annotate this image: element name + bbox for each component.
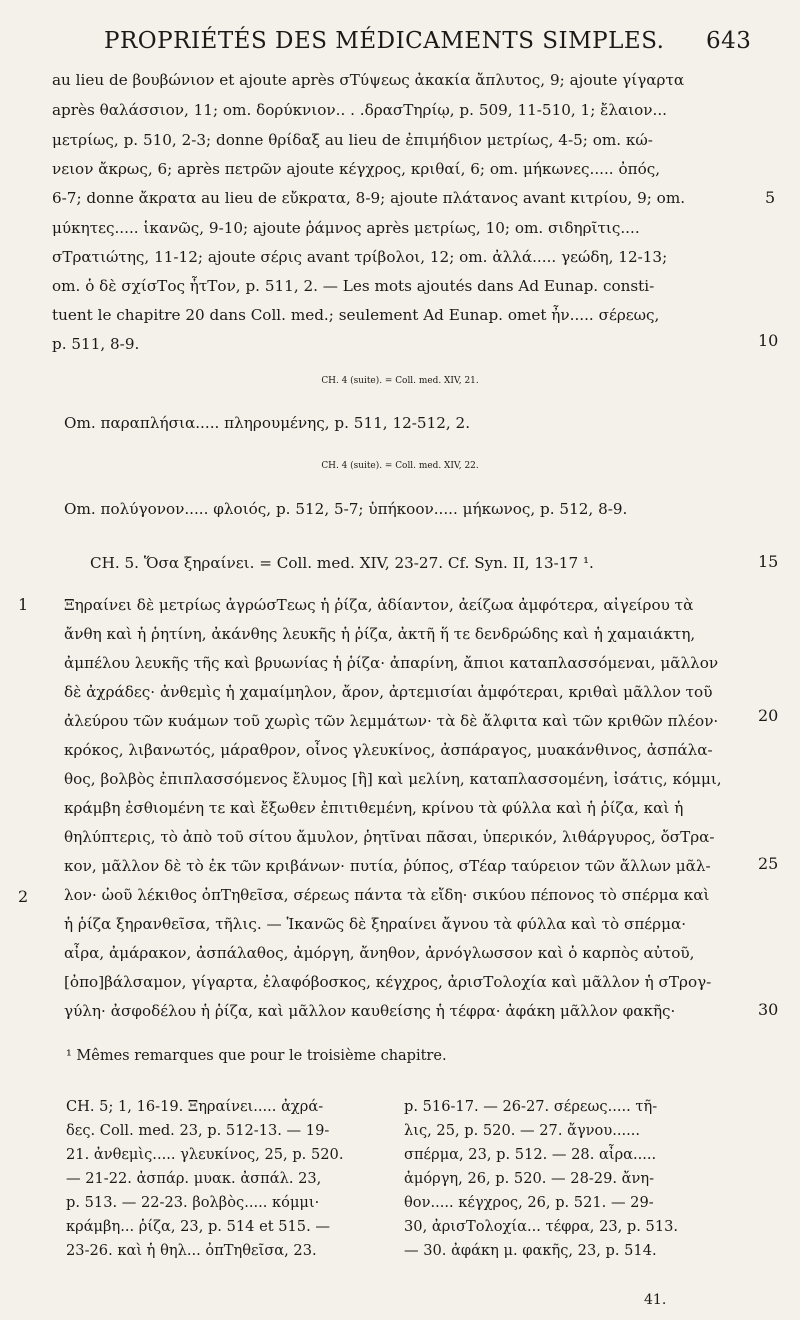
note-line: 21. ἀνθεμὶς..... γλευκίνος, 25, p. 520. (66, 1146, 344, 1163)
note-line: 30, ἀρισΤολοχία... τέφρα, 23, p. 513. (404, 1218, 679, 1235)
text-line: après θαλάσσιον, 11; om. δορύκνιον.. . .δρασΤηρίῳ, p. 509, 11-510, 1; ἔλαιον... (52, 101, 668, 119)
note-line: — 30. ἀφάκη μ. φακῆς, 23, p. 514. (404, 1242, 657, 1259)
greek-line: λον· ὠοῦ λέκιθος ὀπΤηθεῖσα, σέρεως πάντα τὰ εἴδη· σικύου πέπονος τὸ σπέρμα καὶ (64, 886, 710, 904)
text-line: p. 511, 8-9. (52, 335, 140, 353)
greek-line: κράμβη ἐσθιομένη τε καὶ ἔξωθεν ἐπιτιθεμένη, κρίνου τὰ φύλλα καὶ ἡ ῥίζα, καὶ ἡ (64, 799, 684, 817)
running-header (0, 22, 800, 62)
page-title: PROPRIÉTÉS DES MÉDICAMENTS SIMPLES. (104, 28, 665, 54)
note-line: λις, 25, p. 520. — 27. ἄγνου...... (404, 1122, 641, 1139)
text-line: νειον ἄκρως, 6; après πετρῶν ajoute κέγχρος, κριθαί, 6; om. μήκωνες..... ὀπός, (52, 160, 661, 178)
notes-left-column (66, 1095, 343, 1263)
greek-line: γύλη· ἀσφοδέλου ἡ ῥίζα, καὶ μᾶλλον καυθείσης ἡ τέφρα· ἀφάκη μᾶλλον φακῆς· (64, 1002, 676, 1020)
text-line: σΤρατιώτης, 11-12; ajoute σέρις avant τρίβολοι, 12; om. ἀλλά..... γεώδη, 12-13; (52, 248, 668, 266)
greek-line: θος, βολβὸς ἐπιπλασσόμενος ἔλυμος [ἢ] καὶ μελίνη, καταπλασσομένη, ἰσάτις, κόμμι, (64, 770, 722, 788)
note-line: p. 516-17. — 26-27. σέρεως..... τῆ- (404, 1098, 658, 1115)
note-line: CH. 5; 1, 16-19. Ξηραίνει..... ἀχρά- (66, 1098, 324, 1115)
greek-line: ἀλεύρου τῶν κυάμων τοῦ χωρὶς τῶν λεμμάτων· τὰ δὲ ἄλφιτα καὶ τῶν κριθῶν πλέον· (64, 712, 719, 730)
note-line: p. 513. — 22-23. βολβὸς..... κόμμι· (66, 1194, 320, 1211)
text-line: om. ὁ δὲ σχίσΤος ἧτΤον, p. 511, 2. — Les mots ajoutés dans Ad Eunap. consti- (52, 277, 655, 295)
text-line: tuent le chapitre 20 dans Coll. med.; seulement Ad Eunap. omet ἦν..... σέρεως, (52, 306, 660, 324)
greek-line: Ξηραίνει δὲ μετρίως ἀγρώσΤεως ἡ ῥίζα, ἀδίαντον, ἀείζωα ἀμφότερα, αἰγείρου τὰ (64, 596, 694, 614)
note-line: κράμβη... ῥίζα, 23, p. 514 et 515. — (66, 1218, 330, 1235)
text-line: μετρίως, p. 510, 2-3; donne θρίδαξ au lieu de ἐπιμήδιον μετρίως, 4-5; om. κώ- (52, 131, 653, 149)
greek-line: ἀμπέλου λευκῆς τῆς καὶ βρυωνίας ἡ ῥίζα· ἀπαρίνη, ἄπιοι καταπλασσόμεναι, μᾶλλον (64, 654, 719, 672)
paragraph-marker: 2 (18, 887, 29, 906)
footnote: ¹ Mêmes remarques que pour le troisième chapitre. (66, 1048, 447, 1064)
greek-line: θηλύπτερις, τὸ ἀπὸ τοῦ σίτου ἄμυλον, ῥητῖναι πᾶσαι, ὑπερικόν, λιθάργυρος, ὄσΤρα- (64, 828, 715, 846)
section-text: Om. πολύγονον..... φλοιός, p. 512, 5-7; ὑπήκοον..... μήκωνος, p. 512, 8-9. (64, 500, 628, 518)
greek-line: [ὀπο]βάλσαμον, γίγαρτα, ἐλαφόβοσκος, κέγχρος, ἀρισΤολοχία καὶ μᾶλλον ἡ σΤρογ- (64, 973, 712, 991)
note-line: σπέρμα, 23, p. 512. — 28. αἶρα..... (404, 1146, 657, 1163)
greek-line: κρόκος, λιβανωτός, μάραθρον, οἶνος γλευκίνος, ἀσπάραγος, μυακάνθινος, ἀσπάλα- (64, 741, 713, 759)
note-line: θον..... κέγχρος, 26, p. 521. — 29- (404, 1194, 654, 1211)
section-text: Om. παραπλήσια..... πληρουμένης, p. 511, 12-512, 2. (64, 414, 471, 432)
note-line: — 21-22. ἀσπάρ. μυακ. ἀσπάλ. 23, (66, 1170, 322, 1187)
margin-line-number: 5 (765, 188, 776, 207)
greek-line: ἡ ῥίζα ξηρανθεῖσα, τῆλις. — Ἱκανῶς δὲ ξηραίνει ἄγνου τὰ φύλλα καὶ τὸ σπέρμα· (64, 915, 687, 933)
section-heading: CH. 4 (suite). = Coll. med. XIV, 22. (321, 461, 479, 471)
margin-line-number: 30 (758, 1000, 779, 1019)
greek-line: ἄνθη καὶ ἡ ῥητίνη, ἀκάνθης λευκῆς ἡ ῥίζα, ἀκτῆ ἥ τε δενδρώδης καὶ ἡ χαμαιάκτη, (64, 625, 696, 643)
margin-line-number: 10 (758, 331, 779, 350)
greek-line: δὲ ἀχράδες· ἀνθεμὶς ἡ χαμαίμηλον, ἄρον, ἀρτεμισίαι ἀμφότεραι, κριθαὶ μᾶλλον τοῦ (64, 683, 713, 701)
greek-line: κον, μᾶλλον δὲ τὸ ἐκ τῶν κριβάνων· πυτία, ῥύπος, σΤέαρ ταύρειον τῶν ἄλλων μᾶλ- (64, 857, 711, 875)
printer-signature: 41. (644, 1292, 667, 1308)
text-line: au lieu de βουβώνιον et ajoute après σΤύψεως ἀκακία ἄπλυτος, 9; ajoute γίγαρτα (52, 71, 685, 89)
margin-line-number: 20 (758, 706, 779, 725)
chapter-heading: CH. 5. Ὅσα ξηραίνει. = Coll. med. XIV, 23-27. Cf. Syn. II, 13-17 ¹. (90, 554, 594, 572)
section-heading: CH. 4 (suite). = Coll. med. XIV, 21. (321, 376, 479, 386)
page-number: 643 (706, 28, 752, 54)
greek-line: αἶρα, ἀμάρακον, ἀσπάλαθος, ἀμόργη, ἄνηθον, ἀρνόγλωσσον καὶ ὁ καρπὸς αὐτοῦ, (64, 944, 695, 962)
text-line: μύκητες..... ἱκανῶς, 9-10; ajoute ῥάμνος après μετρίως, 10; om. σιδηρῖτις.... (52, 219, 640, 237)
note-line: δες. Coll. med. 23, p. 512-13. — 19- (66, 1122, 330, 1139)
margin-line-number: 15 (758, 552, 779, 571)
notes-right-column (404, 1095, 678, 1263)
note-line: 23-26. καὶ ἡ θηλ... ὀπΤηθεῖσα, 23. (66, 1242, 317, 1259)
paragraph-marker: 1 (18, 595, 29, 614)
note-line: ἀμόργη, 26, p. 520. — 28-29. ἄνη- (404, 1170, 655, 1187)
text-line: 6-7; donne ἄκρατα au lieu de εὔκρατα, 8-9; ajoute πλάτανος avant κιτρίου, 9; om. (52, 189, 686, 207)
margin-line-number: 25 (758, 854, 779, 873)
